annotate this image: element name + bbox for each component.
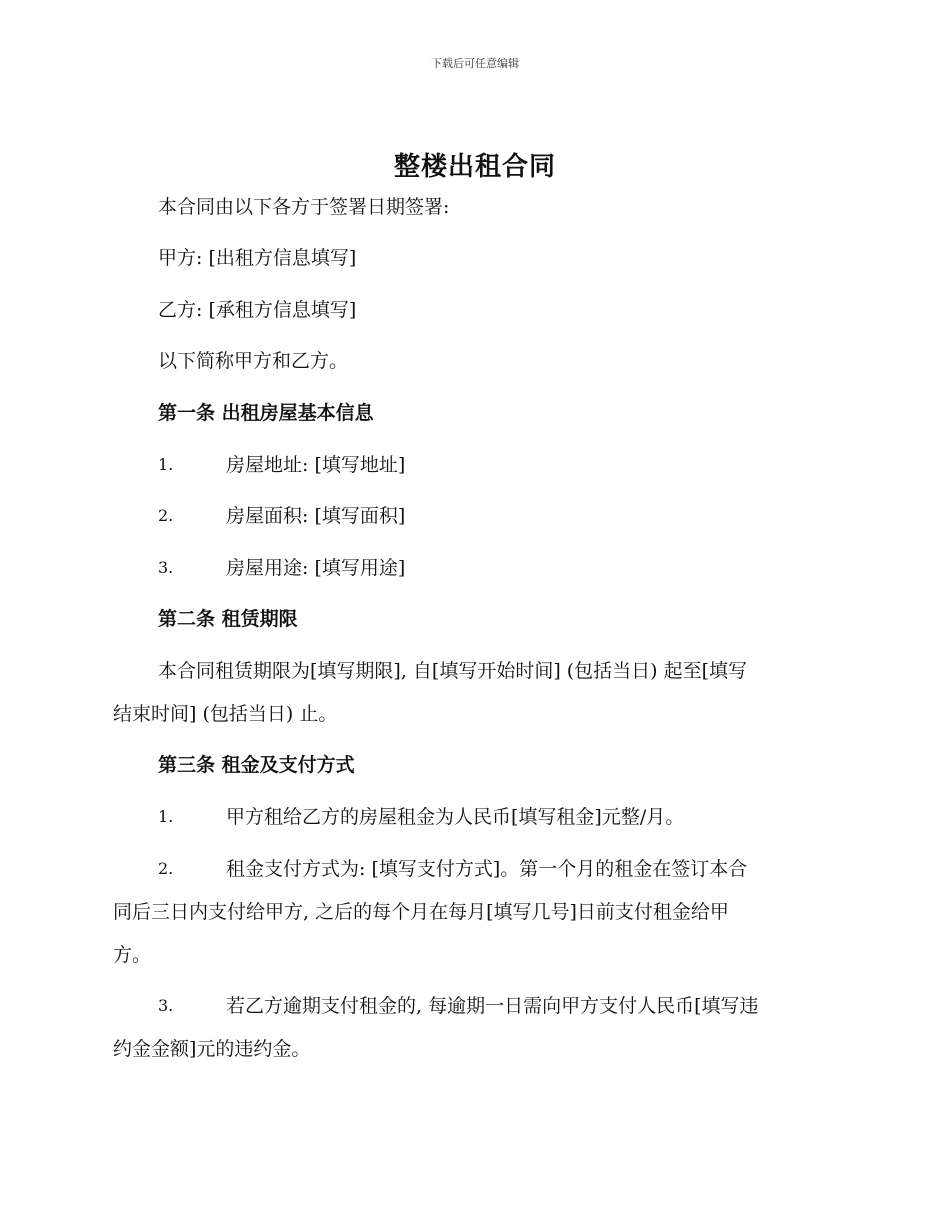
article-2-line-2: 结束时间] (包括当日) 止。 <box>113 703 338 725</box>
header-note: 下载后可任意编辑 <box>431 57 519 70</box>
article-3-item-3-line-1: 若乙方逾期支付租金的, 每逾期一日需向甲方支付人民币[填写违 <box>226 995 759 1017</box>
article-3-item-3-number: 3. <box>158 996 174 1015</box>
article-2-line-1: 本合同租赁期限为[填写期限], 自[填写开始时间] (包括当日) 起至[填写 <box>158 660 748 682</box>
article-3-heading: 第三条 租金及支付方式 <box>158 754 355 776</box>
article-1-item-1-number: 1. <box>158 455 174 474</box>
article-1-item-3-text: 房屋用途: [填写用途] <box>226 557 406 579</box>
article-3-item-2-line-2: 同后三日内支付给甲方, 之后的每个月在每月[填写几号]日前支付租金给甲 <box>113 901 729 923</box>
intro-paragraph: 本合同由以下各方于签署日期签署: <box>158 196 450 218</box>
article-3-item-2-number: 2. <box>158 859 174 878</box>
article-3-item-1-text: 甲方租给乙方的房屋租金为人民币[填写租金]元整/月。 <box>226 806 685 828</box>
abbreviation-line: 以下简称甲方和乙方。 <box>158 350 349 372</box>
party-b-line: 乙方: [承租方信息填写] <box>158 299 357 321</box>
article-3-item-2-line-3: 方。 <box>113 944 152 966</box>
article-3-item-3-line-2: 约金金额]元的违约金。 <box>113 1038 311 1060</box>
article-1-item-2-text: 房屋面积: [填写面积] <box>226 505 406 527</box>
article-2-heading: 第二条 租赁期限 <box>158 608 298 630</box>
article-1-item-1-text: 房屋地址: [填写地址] <box>226 454 406 476</box>
article-1-item-3-number: 3. <box>158 558 174 577</box>
article-3-item-1-number: 1. <box>158 807 174 826</box>
document-title: 整楼出租合同 <box>393 152 556 182</box>
article-1-item-2-number: 2. <box>158 506 174 525</box>
article-3-item-2-line-1: 租金支付方式为: [填写支付方式]。第一个月的租金在签订本合 <box>226 858 748 880</box>
article-1-heading: 第一条 出租房屋基本信息 <box>158 402 374 424</box>
party-a-line: 甲方: [出租方信息填写] <box>158 247 357 269</box>
